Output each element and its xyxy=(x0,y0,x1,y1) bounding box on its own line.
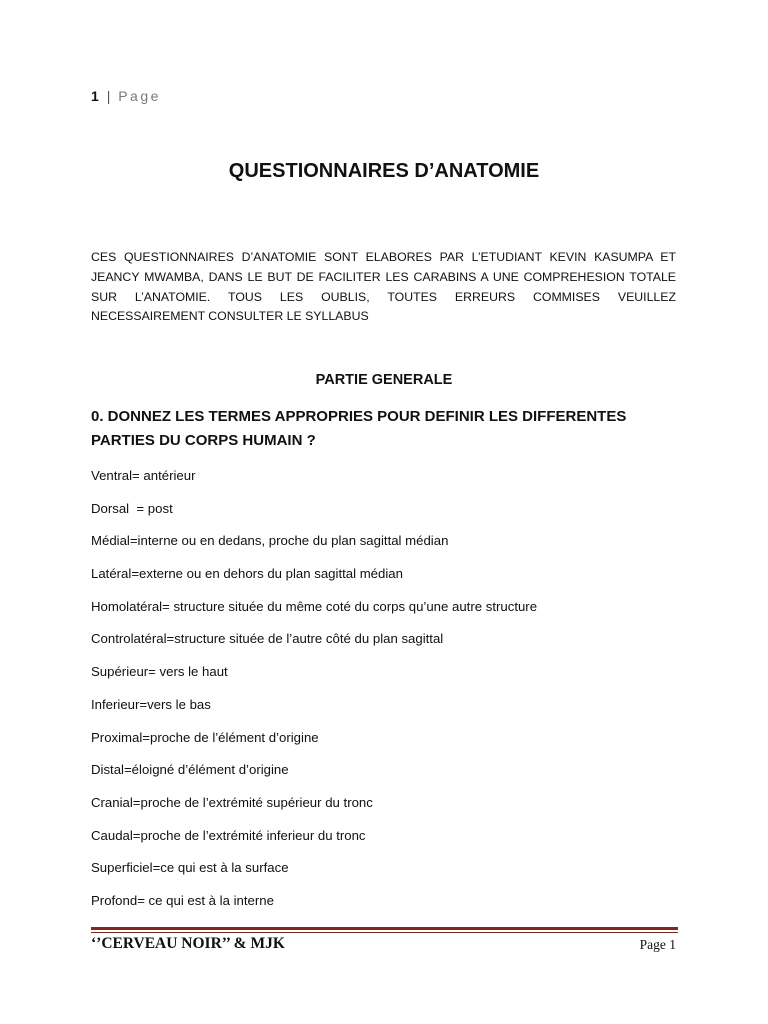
term-item: Dorsal = post xyxy=(91,500,173,516)
term-item: Profond= ce qui est à la interne xyxy=(91,892,274,908)
term-item: Proximal=proche de l’élément d’origine xyxy=(91,729,319,745)
page-header xyxy=(91,88,161,104)
term-item: Controlatéral=structure située de l’autre côté du plan sagittal xyxy=(91,631,444,647)
terms-list xyxy=(91,466,537,924)
term-item: Médial=interne ou en dedans, proche du plan sagittal médian xyxy=(91,533,449,549)
term-item: Latéral=externe ou en dehors du plan sagittal médian xyxy=(91,566,403,582)
page-header-label: Page xyxy=(118,88,161,104)
term-item: Cranial=proche de l’extrémité supérieur du tronc xyxy=(91,794,373,810)
footer-rule xyxy=(91,927,678,930)
page-number: 1 xyxy=(91,88,100,104)
document-title: QUESTIONNAIRES D’ANATOMIE xyxy=(228,160,540,182)
footer-author: ‘’CERVEAU NOIR’’ & MJK xyxy=(91,935,285,952)
section-title: PARTIE GENERALE xyxy=(315,372,453,388)
question-heading: 0. DONNEZ LES TERMES APPROPRIES POUR DEFINIR LES DIFFERENTES PARTIES DU CORPS HUMAIN ? xyxy=(91,408,627,449)
term-item: Supérieur= vers le haut xyxy=(91,664,228,680)
term-item: Superficiel=ce qui est à la surface xyxy=(91,860,289,876)
term-item: Ventral= antérieur xyxy=(91,468,196,483)
page-header-separator: | xyxy=(106,88,111,104)
term-item: Inferieur=vers le bas xyxy=(91,696,211,712)
footer-rule-thin xyxy=(91,932,678,933)
term-item: Caudal=proche de l’extrémité inferieur du tronc xyxy=(91,827,366,843)
footer-page-number: Page 1 xyxy=(639,937,676,952)
term-item: Homolatéral= structure située du même coté du corps qu’une autre structure xyxy=(91,598,538,614)
term-item: Distal=éloigné d’élément d’origine xyxy=(91,762,289,778)
intro-paragraph: CES QUESTIONNAIRES D’ANATOMIE SONT ELABORES PAR L’ETUDIANT KEVIN KASUMPA ET JEANCY MWAMBA, DANS LE BUT DE FACILITER LES CARABINS A UNE COMPREHESION TOTALE SUR L’ANATOMIE. TOUS LES OUBLIS, TOUTES ERREURS COMMISES VEUILLEZ NECESSAIREMENT CONSULTER LE SYLLABUS xyxy=(91,250,676,324)
